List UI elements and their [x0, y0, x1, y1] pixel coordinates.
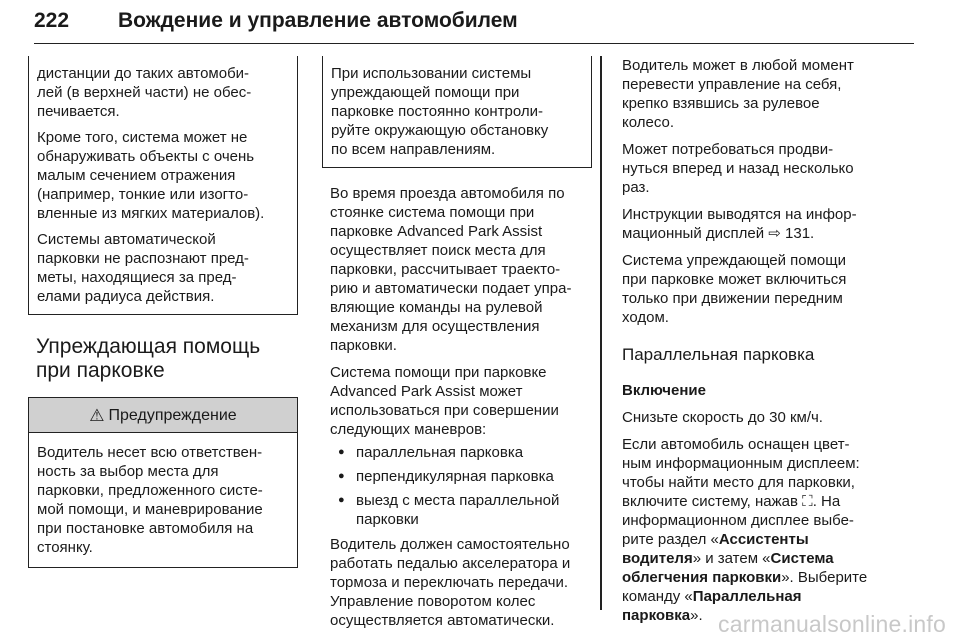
column-middle: [330, 56, 592, 638]
paragraph-instructions: Инструкции выводятся на инфор- мационный дисплей ⇨ 131.: [622, 206, 857, 242]
paragraph-description: Во время проезда автомобиля по стоянке система помощи при парковке Advanced Park Assist осуществляет поиск места для парковки, рассчитывает траекто- рию и автоматически подает упра- вляющие команды на рулевой механизм для осуществления парковки.: [330, 185, 572, 354]
list-item: ● выезд с места параллельной парковки: [330, 491, 592, 529]
paragraph-driver: Водитель должен самостоятельно работать педалью акселератора и тормоза и переключать передачи. Управление поворотом колес осуществляется автоматически.: [330, 536, 571, 629]
column-left: [36, 56, 298, 568]
subsection-heading: Параллельная парковка: [622, 345, 815, 364]
paragraph-takeover: Водитель может в любой момент перевести управление на себя, крепко взявшись за рулевое колесо.: [622, 57, 854, 131]
page-header: [34, 0, 914, 44]
menu-parallel-parking: Параллельная парковка: [622, 588, 802, 624]
list-item: ● перпендикулярная парковка: [330, 467, 592, 486]
page-title: Вождение и управление автомобилем: [118, 9, 518, 32]
paragraph-speed: Снизьте скорость до 30 км/ч.: [622, 409, 823, 426]
warning-triangle-icon: ⚠: [89, 405, 105, 425]
warning-box: [28, 397, 298, 568]
watermark: carmanualsonline.info: [718, 611, 946, 637]
page-number: 222: [34, 9, 70, 32]
paragraph-activation-steps: Если автомобиль оснащен цвет- ным информационным дисплеем: чтобы найти место для парковки, включите систему, нажав ⛶. На информационном дисплее выбе- рите раздел «Ассистенты водителя» и затем «Система облегчения парковки». Выберите команду «Параллельная парковка».: [622, 436, 868, 624]
column-divider: [600, 56, 602, 610]
warning-body: Водитель несет всю ответствен- ность за выбор места для парковки, предложенного систе- мой помощи, и маневрирование при постановке автомобиля на стоянку.: [37, 444, 263, 556]
menu-driver-assistants: Ассистенты водителя: [622, 531, 809, 567]
maneuver-list: [330, 443, 592, 529]
paragraph-forward: Система упреждающей помощи при парковке может включиться только при движении передним ходом.: [622, 252, 847, 326]
note-paragraph-3: Системы автоматической парковки не распознают пред- меты, находящиеся за пред- елами радиуса действия.: [37, 231, 249, 305]
warning-header: [29, 398, 297, 433]
parking-assist-button-icon: ⛶: [802, 493, 813, 510]
paragraph-maneuvers: Система помощи при парковке Advanced Park Assist может использоваться при совершении следующих маневров:: [330, 364, 559, 438]
caution-text: При использовании системы упреждающей помощи при парковке постоянно контроли- руйте окружающую обстановку по всем направлениям.: [331, 65, 549, 158]
paragraph-repeat: Может потребоваться продви- нуться вперед и назад несколько раз.: [622, 141, 854, 196]
column-right: [622, 56, 907, 633]
header-rule: [34, 43, 914, 44]
menu-parking-system: Система облегчения парковки: [622, 550, 834, 586]
warning-title: Предупреждение: [108, 406, 237, 424]
note-paragraph-2: Кроме того, система может не обнаруживать объекты с очень малым сечением отражения (например, тонкие или изогто- вленные из мягких материалов).: [37, 129, 265, 222]
list-item: ● параллельная парковка: [330, 443, 592, 462]
page-reference-link[interactable]: 131.: [785, 225, 815, 242]
continued-note-box: [28, 56, 298, 315]
activation-heading: Включение: [622, 382, 706, 399]
note-paragraph-1: дистанции до таких автомоби- лей (в верхней части) не обес- печивается.: [37, 65, 252, 120]
caution-note-box: [322, 56, 592, 168]
section-heading: Упреждающая помощь при парковке: [36, 335, 261, 382]
page-reference-arrow-icon: ⇨: [768, 225, 781, 242]
